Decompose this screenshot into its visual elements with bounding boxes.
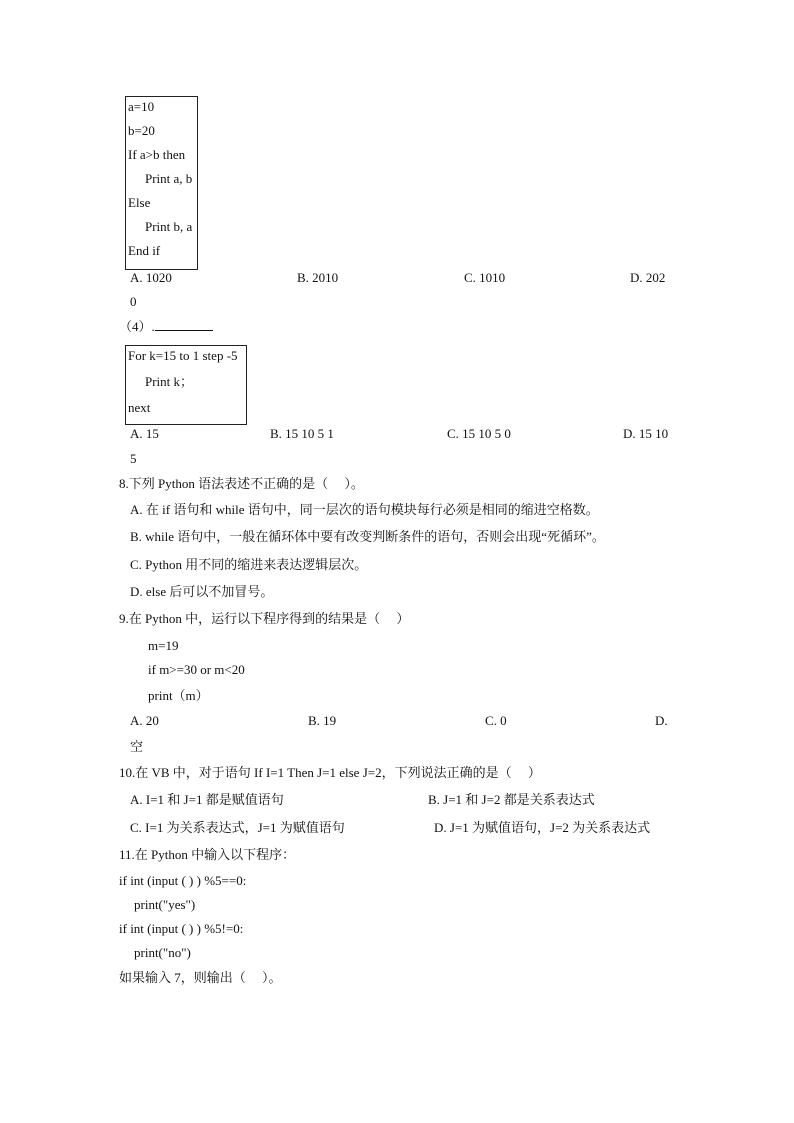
- code-line: next: [128, 400, 151, 415]
- option-b: B. 2010: [297, 270, 339, 285]
- code-box-1: [125, 96, 198, 270]
- question-10-stem: 10.在 VB 中，对于语句 If I=1 Then J=1 else J=2，下列说法正确的是（ ）: [119, 765, 541, 780]
- option-b: B. 15 10 5 1: [270, 426, 334, 441]
- code-line: b=20: [128, 123, 155, 138]
- question-4-number: （4）.: [119, 319, 155, 334]
- option-d-wrap: 5: [130, 451, 137, 466]
- question-9-stem: 9.在 Python 中，运行以下程序得到的结果是（ ）: [119, 611, 410, 626]
- code-line: print("no"): [134, 945, 191, 960]
- option-c: C. 1010: [464, 270, 506, 285]
- code-line: For k=15 to 1 step -5: [128, 348, 238, 363]
- code-line: if m>=30 or m<20: [148, 662, 245, 677]
- code-line: print（m）: [148, 688, 209, 703]
- code-line: Print a, b: [145, 171, 193, 186]
- answer-blank: [155, 319, 213, 331]
- option-a: A. 15: [130, 426, 159, 441]
- question-11-tail: 如果输入 7，则输出（ ）。: [119, 970, 282, 985]
- q10-option-c: C. I=1 为关系表达式，J=1 为赋值语句: [130, 820, 345, 835]
- q9-option-b: B. 19: [308, 713, 337, 728]
- q9-option-d-wrap: 空: [130, 739, 144, 754]
- code-line: a=10: [128, 99, 155, 114]
- option-d-wrap: 0: [130, 294, 137, 309]
- q9-option-c: C. 0: [485, 713, 507, 728]
- question-11-stem: 11.在 Python 中输入以下程序：: [119, 847, 296, 862]
- code-box-2: [125, 345, 247, 425]
- q8-option-c: C. Python 用不同的缩进来表达逻辑层次。: [130, 557, 368, 572]
- option-d: D. 15 10: [623, 426, 669, 441]
- code-line: Print k；: [145, 374, 194, 389]
- code-line: Print b, a: [145, 219, 193, 234]
- code-line: End if: [128, 243, 161, 258]
- question-8-stem: 8.下列 Python 语法表述不正确的是（ ）。: [119, 476, 364, 491]
- q9-option-a: A. 20: [130, 713, 159, 728]
- q9-option-d: D.: [655, 713, 668, 728]
- q8-option-a: A. 在 if 语句和 while 语句中，同一层次的语句模块每行必须是相同的缩进空格数。: [130, 502, 599, 517]
- code-line: m=19: [148, 638, 179, 653]
- code-line: If a>b then: [128, 147, 186, 162]
- code-line: print("yes"): [134, 897, 196, 912]
- option-c: C. 15 10 5 0: [447, 426, 511, 441]
- q10-option-a: A. I=1 和 J=1 都是赋值语句: [130, 792, 284, 807]
- code-line: if int (input ( ) ) %5!=0:: [119, 921, 244, 936]
- q8-option-d: D. else 后可以不加冒号。: [130, 584, 274, 599]
- code-line: if int (input ( ) ) %5==0:: [119, 873, 247, 888]
- q10-option-d: D. J=1 为赋值语句，J=2 为关系表达式: [434, 820, 651, 835]
- option-a: A. 1020: [130, 270, 172, 285]
- code-line: Else: [128, 195, 151, 210]
- question-4-label: [119, 319, 213, 335]
- option-d: D. 202: [630, 270, 666, 285]
- q8-option-b: B. while 语句中，一般在循环体中要有改变判断条件的语句，否则会出现“死循环”。: [130, 529, 605, 544]
- q10-option-b: B. J=1 和 J=2 都是关系表达式: [428, 792, 595, 807]
